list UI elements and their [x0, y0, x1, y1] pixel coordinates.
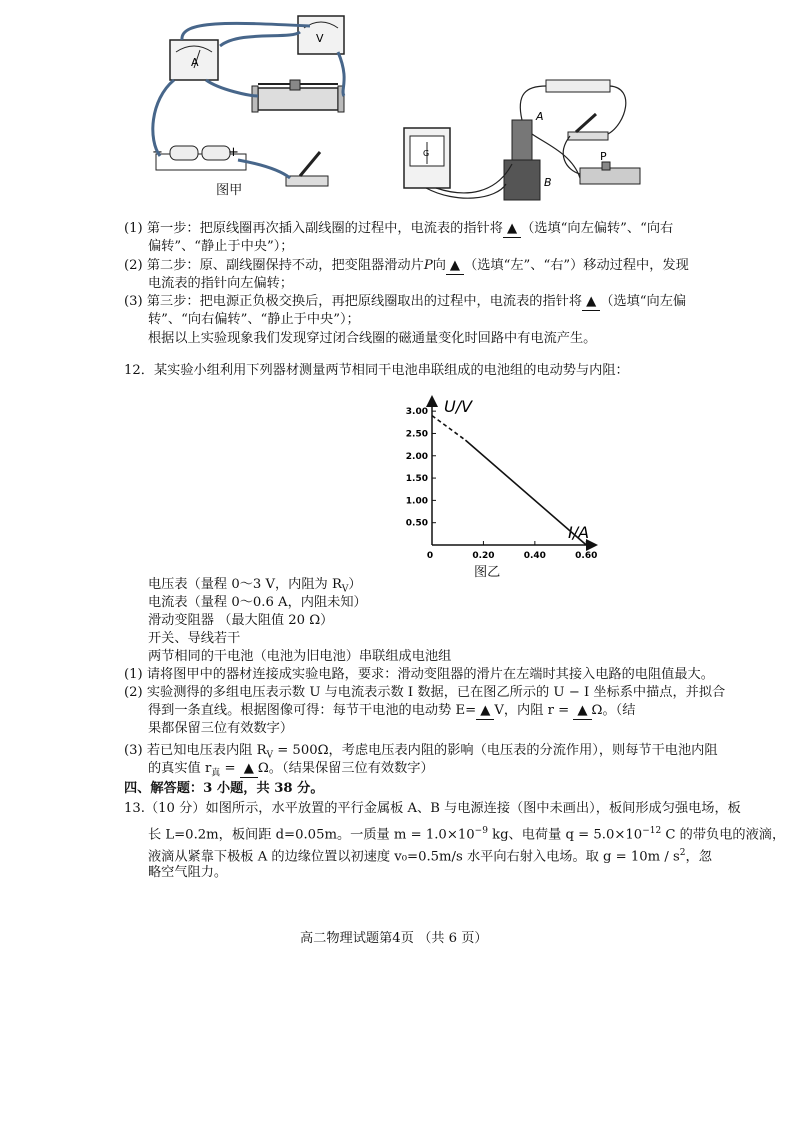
page-footer: 高二物理试题第4页 （共 6 页） — [300, 931, 488, 946]
q12-part3-text-e: Ω。（结果保留三位有效数字） — [257, 761, 434, 776]
figure-coil-apparatus — [396, 74, 656, 204]
q12-blank-r[interactable] — [573, 703, 591, 720]
q13-exp-3: 2 — [679, 848, 686, 858]
q12-part3-text-d: = — [220, 761, 236, 776]
y-axis-label: U/V — [444, 397, 473, 416]
x-tick-label: 0.40 — [523, 551, 546, 561]
blank-mark: ▲ — [480, 703, 491, 718]
y-tick-label: 1.50 — [405, 474, 428, 485]
x-axis-label: I/A — [568, 523, 590, 542]
q11-step2-line2: 电流表的指针向左偏转； — [148, 276, 294, 291]
secondary-coil-icon — [504, 160, 540, 200]
figure-jia-caption: 图甲 — [216, 183, 243, 198]
q12-part2-text-c: V，内阻 r = — [494, 703, 570, 718]
battery-plus-label: + — [228, 145, 239, 160]
q11-step3-text-b: （选填“向左偏 — [600, 294, 687, 309]
q11-conclusion: 根据以上实验现象我们发现穿过闭合线圈的磁通量变化时回路中有电流产生。 — [148, 331, 597, 346]
q11-step3-text-a: (3) 第三步：把电源正负极交换后，再把原线圈取出的过程中，电流表的指针将 — [124, 294, 583, 309]
q11-step3-line2: 转”、“向右偏转”、“静止于中央”）； — [148, 312, 360, 327]
q13-text-a: 长 L=0.2m，板间距 d=0.05m。一质量 m = 1.0×10 — [148, 827, 475, 843]
q13-line4: 略空气阻力。 — [148, 865, 228, 880]
q12-item-switch: 开关、导线若干 — [148, 631, 241, 646]
q12-blank-e[interactable] — [476, 703, 494, 720]
q12-part1: (1) 请将图甲中的器材连接成实验电路，要求：滑动变阻器的滑片在左端时其接入电路的电阻值最大。 — [124, 667, 714, 682]
fit-line-extension — [432, 416, 465, 441]
y-tick-label: 2.50 — [405, 429, 428, 440]
q13-text-d: 液滴从紧靠下极板 A 的边缘位置以初速度 v₀=0.5m/s 水平向右射入电场。取 g = 10m / s — [148, 849, 680, 865]
slider-p-label: P — [600, 150, 607, 163]
item-voltmeter-text: 电压表（量程 0～3 V，内阻为 R — [148, 577, 342, 592]
q12-item-ammeter: 电流表（量程 0～0.6 A，内阻未知） — [148, 595, 367, 610]
rheostat-icon-2 — [580, 162, 640, 184]
y-tick-label: 0.50 — [405, 518, 428, 529]
q12-part3-text-b: = 500Ω，考虑电压表内阻的影响（电压表的分流作用），则每节干电池内阻 — [273, 743, 718, 758]
voltmeter-label: V — [316, 32, 324, 45]
q12-part3-sub2: 真 — [211, 768, 221, 779]
battery-minus-label: − — [152, 145, 163, 160]
section-4-heading: 四、解答题：3 小题，共 38 分。 — [124, 781, 324, 796]
galvanometer-label: G — [423, 149, 430, 158]
q12-intro: 12．某实验小组利用下列器材测量两节相同干电池串联组成的电池组的电动势与内阻： — [124, 363, 629, 378]
q12-part3-sub: V — [266, 750, 273, 761]
q12-item-rheostat: 滑动变阻器 （最大阻值 20 Ω） — [148, 613, 334, 628]
q11-step2-text-a: (2) 第二步：原、副线圈保持不动，把变阻器滑动片 — [124, 258, 424, 273]
q12-part2-text-b: 得到一条直线。根据图像可得：每节干电池的电动势 E= — [148, 703, 477, 718]
y-tick-label: 2.00 — [405, 451, 428, 462]
blank-mark: ▲ — [506, 221, 518, 236]
blank-mark: ▲ — [586, 294, 597, 309]
q11-step2-text-b: 向 — [432, 258, 446, 273]
figure-jia-circuit — [140, 10, 370, 200]
q12-item-battery: 两节相同的干电池（电池为旧电池）串联组成电池组 — [148, 649, 452, 664]
battery-icon-2 — [546, 80, 610, 92]
q13-text-e: ，忽 — [685, 849, 712, 865]
q11-step1-text-a: (1) 第一步：把原线圈再次插入副线圈的过程中，电流表的指针将 — [124, 221, 503, 236]
q13-exp-2: −12 — [642, 826, 662, 836]
rheostat-icon — [252, 80, 344, 112]
ammeter-label: A — [191, 56, 199, 69]
x-tick-label: 0 — [426, 551, 434, 561]
q13-line1: 13.（10 分）如图所示，水平放置的平行金属板 A、B 与电源连接（图中未画出），板间形成匀强电场，板 — [124, 801, 741, 816]
q13-exp-1: −9 — [474, 826, 488, 836]
coil-b-label: B — [544, 176, 552, 189]
q11-blank-2[interactable] — [446, 258, 464, 275]
q12-part2-line3: 果都保留三位有效数字） — [148, 721, 294, 736]
switch-icon-2 — [568, 114, 608, 140]
fit-line — [465, 440, 586, 545]
q12-blank-rtrue[interactable] — [240, 761, 258, 778]
figure-yi-caption: 图乙 — [474, 565, 501, 580]
q13-text-b: kg、电荷量 q = 5.0×10 — [487, 827, 643, 843]
blank-mark: ▲ — [577, 703, 588, 718]
q12-part3-text-c: 的真实值 r — [148, 761, 212, 776]
q11-blank-3[interactable] — [582, 294, 600, 311]
q13-text-c: C 的带负电的液滴， — [661, 827, 786, 843]
x-tick-label: 0.20 — [472, 551, 495, 561]
q11-step1-line2: 偏转”、“静止于中央”）； — [148, 239, 294, 254]
q12-part3-text-a: (3) 若已知电压表内阻 R — [124, 743, 267, 758]
item-voltmeter-end: ） — [348, 577, 362, 592]
primary-coil-icon — [512, 120, 532, 160]
galvanometer-icon — [404, 128, 450, 188]
y-tick-label: 1.00 — [405, 496, 428, 507]
coil-a-label: A — [536, 110, 544, 123]
q11-step1-text-b: （选填“向左偏转”、“向右 — [521, 221, 674, 236]
q11-step2-text-c: （选填“左”、“右”）移动过程中，发现 — [464, 258, 689, 273]
q11-step2-p: P — [423, 258, 433, 273]
q12-part2-line1: (2) 实验测得的多组电压表示数 U 与电流表示数 I 数据，已在图乙所示的 U − I 坐标系中描点，并拟合 — [124, 685, 726, 700]
blank-mark: ▲ — [449, 258, 461, 273]
switch-icon — [286, 152, 328, 186]
blank-mark: ▲ — [243, 761, 254, 776]
q11-blank-1[interactable] — [503, 221, 521, 238]
q12-part2-text-d: Ω。（结 — [591, 703, 636, 718]
figure-yi-ui-chart — [400, 390, 610, 570]
item-voltmeter-sub: V — [341, 584, 349, 595]
y-tick-label: 3.00 — [405, 407, 428, 418]
q13-line3 — [148, 842, 712, 868]
x-tick-label: 0.60 — [575, 551, 598, 561]
